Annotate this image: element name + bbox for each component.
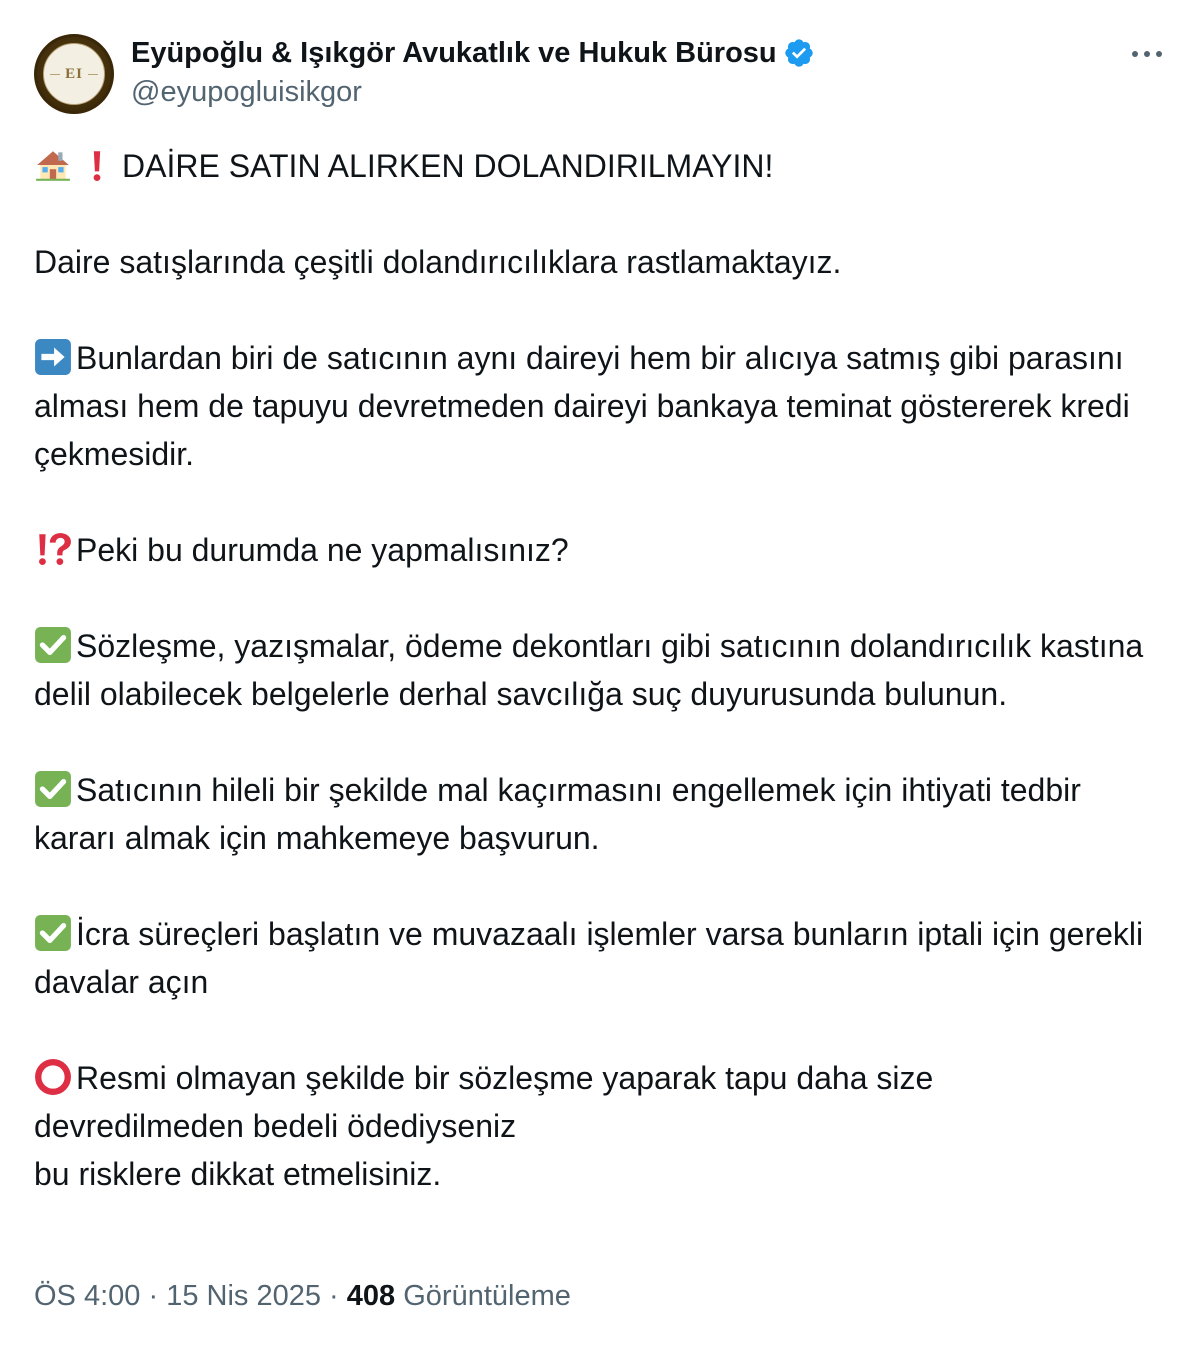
paragraph-gap	[34, 1006, 1164, 1054]
check-item	[34, 910, 1164, 1006]
check-item-text: İcra süreçleri başlatın ve muvazaalı işlemler varsa bunların iptali için gerekli davalar açın	[34, 916, 1144, 1000]
author-display-name[interactable]: Eyüpoğlu & Işıkgör Avukatlık ve Hukuk Bürosu	[131, 36, 777, 69]
paragraph-gap	[34, 574, 1164, 622]
warning-line-3: bu risklere dikkat etmelisiniz.	[34, 1156, 442, 1192]
tweet-date[interactable]: 15 Nis 2025	[166, 1280, 321, 1312]
tweet-arrow-paragraph	[34, 334, 1164, 478]
warning-line-1: Resmi olmayan şekilde bir sözleşme yaparak tapu daha size	[76, 1060, 934, 1096]
tweet-intro: Daire satışlarında çeşitli dolandırıcılıklara rastlamaktayız.	[34, 244, 842, 280]
check-item	[34, 766, 1164, 862]
avatar-divider	[88, 74, 98, 75]
red-hollow-circle-emoji-icon	[34, 1058, 72, 1096]
arrow-paragraph-text: Bunlardan biri de satıcının aynı daireyi hem bir alıcıya satmış gibi parasını alması hem de tapuyu devretmeden daireyi bankaya teminat göstererek kredi çekmesidir.	[34, 340, 1130, 472]
verified-badge-icon[interactable]	[783, 37, 815, 69]
green-check-emoji-icon	[34, 914, 72, 952]
more-dot	[1156, 51, 1162, 57]
more-dot	[1132, 51, 1138, 57]
right-arrow-emoji-icon	[34, 338, 72, 376]
views-count[interactable]: 408	[346, 1280, 396, 1312]
more-dot	[1144, 51, 1150, 57]
meta-separator: ·	[329, 1280, 339, 1312]
check-item-text: Sözleşme, yazışmalar, ödeme dekontları gibi satıcının dolandırıcılık kastına delil olabilecek belgelerle derhal savcılığa suç duyurusunda bulunun.	[34, 628, 1144, 712]
meta-separator: ·	[148, 1280, 159, 1312]
green-check-emoji-icon	[34, 770, 72, 808]
tweet-text	[34, 142, 1164, 1198]
red-exclamation-emoji-icon	[78, 146, 116, 184]
more-horizontal-icon[interactable]	[1124, 36, 1170, 72]
author-handle[interactable]: @eyupogluisikgor	[131, 76, 362, 108]
avatar[interactable]	[34, 34, 114, 114]
paragraph-gap	[34, 478, 1164, 526]
question-text: Peki bu durumda ne yapmalısınız?	[76, 532, 569, 568]
check-item	[34, 622, 1164, 718]
warning-paragraph	[34, 1054, 1164, 1198]
paragraph-gap	[34, 718, 1164, 766]
check-item-text: Satıcının hileli bir şekilde mal kaçırmasını engellemek için ihtiyati tedbir kararı almak için mahkemeye başvurun.	[34, 772, 1081, 856]
avatar-divider	[50, 74, 60, 75]
avatar-monogram: EI	[65, 65, 83, 82]
interrobang-emoji-icon	[34, 530, 72, 568]
paragraph-gap	[34, 286, 1164, 334]
tweet-headline: DAİRE SATIN ALIRKEN DOLANDIRILMAYIN!	[122, 148, 774, 184]
tweet-headline-line	[34, 142, 1164, 190]
tweet-meta	[34, 1280, 571, 1313]
house-emoji-icon	[34, 146, 72, 184]
paragraph-gap	[34, 862, 1164, 910]
views-label: Görüntüleme	[403, 1280, 571, 1312]
tweet-header	[0, 0, 1198, 130]
avatar-logo	[43, 43, 105, 105]
warning-line-2: devredilmeden bedeli ödediyseniz	[34, 1108, 517, 1144]
tweet-time[interactable]: ÖS 4:00	[34, 1280, 141, 1312]
tweet-question	[34, 526, 1164, 574]
green-check-emoji-icon	[34, 626, 72, 664]
author-name-row	[131, 34, 815, 72]
paragraph-gap	[34, 190, 1164, 238]
